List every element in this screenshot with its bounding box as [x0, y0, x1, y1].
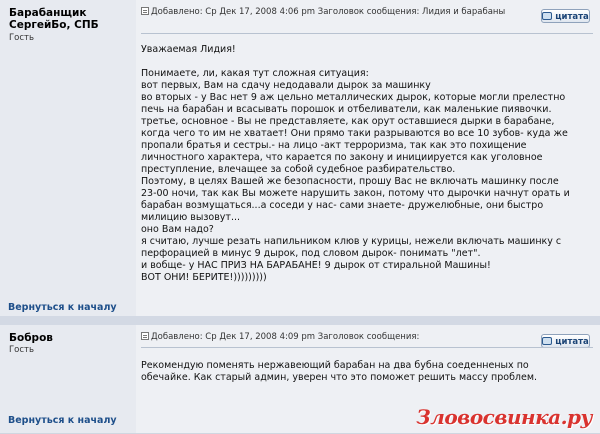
- post-2-header: [141, 332, 593, 343]
- post-1-body: Уважаемая Лидия! Понимаете, ли, какая тут сложная ситуация: вот первых, Вам на сдачу недодавали дырок за машинку во вторых - у Вас нет 9 аж цельно металлических дырок, которые могли прелестно печь на барабан и всасывать порошок и отбеливатели, как маленькие пиявочки. третье, основное - Вы не представляете, как орут оставшиеся дырки в барабане, когда чего то им не хватает! Они прямо таки разрываются во все 10 зубов- куда же пропали братья и сестры.- на лицо -акт терроризма, так как это похищение личностного характера, что карается по закону и инициируется как уголовное преступление, влечащее за собой судебное разбирательство. Поэтому, в целях Вашей же безопасности, прошу Вас не включать машинку после 23-00 ночи, так как Вы можете нарушить закон, потому что дырочки начнут орать и барабан возмущаться...а соседи у нас- сами знаете- дружелюбные, они быстро милицию вызовут... оно Вам надо? я считаю, лучше резать напильником клюв у курицы, нежели включать машинку с перфорацией в минус 9 дырок, под словом дырок- понимать "лет". и вобще- у НАС ПРИЗ НА БАРАБАНЕ! 9 дырок от стиральной Машины! ВОТ ОНИ! БЕРИТЕ!))))))))): [141, 44, 570, 283]
- post-2-quote-label: цитата: [555, 337, 589, 347]
- post-2-author-name[interactable]: Бобров: [9, 332, 53, 344]
- post-1-divider: [141, 33, 593, 34]
- post-icon[interactable]: [141, 332, 149, 340]
- post-1-author-rank: Гость: [9, 33, 35, 43]
- post-1-header-text: Добавлено: Ср Дек 17, 2008 4:06 pm Заголовок сообщения: Лидия и барабаны: [151, 7, 506, 17]
- post-2-body: Рекомендую поменять нержавеющий барабан на два бубна соеденненых по обечайке. Как старый админ, уверен что это поможет решить массу проблем.: [141, 360, 538, 383]
- post-2-back-to-top-link[interactable]: Вернуться к началу: [8, 415, 117, 426]
- post-2-author-rank: Гость: [9, 345, 35, 355]
- quote-icon: [542, 337, 552, 345]
- post-2-header-text: Добавлено: Ср Дек 17, 2008 4:09 pm Заголовок сообщения:: [151, 332, 420, 342]
- site-watermark-logo: [416, 405, 592, 429]
- watermark-text: Зловосвинка.ру: [416, 405, 592, 429]
- post-1-author-cell: [0, 0, 136, 316]
- post-1-quote-button[interactable]: [541, 9, 590, 23]
- post-1-back-to-top-link[interactable]: Вернуться к началу: [8, 302, 117, 313]
- post-icon[interactable]: [141, 7, 149, 15]
- post-1-author-name[interactable]: Барабанщик СергейБо, СПБ: [9, 7, 99, 31]
- post-2-divider: [141, 347, 593, 348]
- post-2-quote-button[interactable]: [541, 334, 590, 348]
- post-separator: [0, 316, 600, 325]
- post-1-quote-label: цитата: [555, 12, 589, 22]
- quote-icon: [542, 12, 552, 20]
- post-1-header: [141, 7, 593, 18]
